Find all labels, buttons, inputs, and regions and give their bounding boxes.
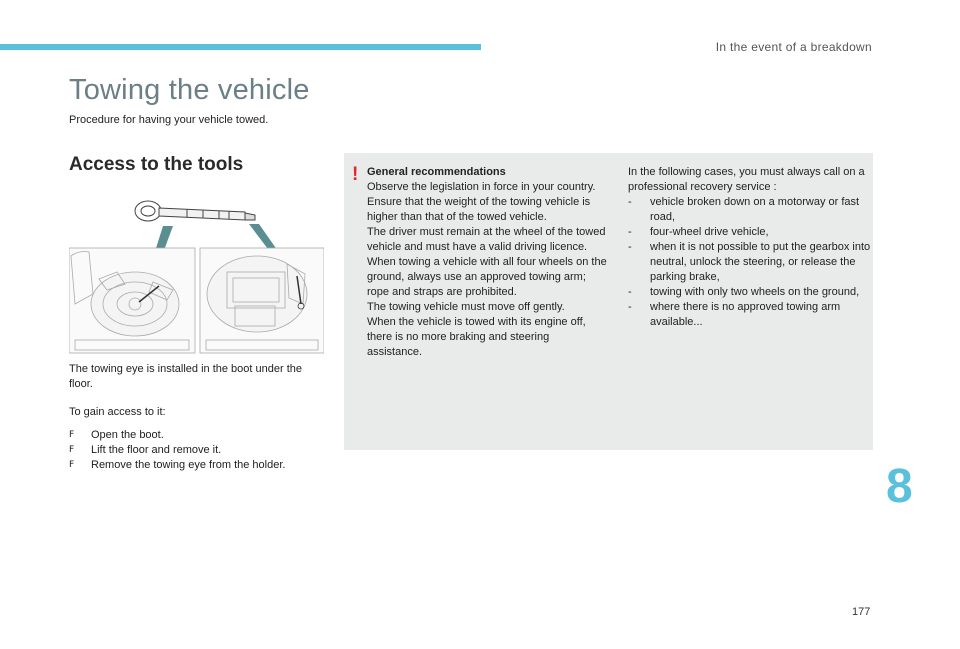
dash-bullet: - bbox=[628, 196, 632, 208]
step-text: Lift the floor and remove it. bbox=[91, 444, 222, 456]
step-text: Remove the towing eye from the holder. bbox=[91, 459, 286, 471]
case-text: vehicle broken down on a motorway or fast road, bbox=[650, 196, 860, 223]
recommendation-text: Ensure that the weight of the towing vehicle is higher than that of the towed vehicle. bbox=[367, 196, 591, 223]
step-bullet-icon: F bbox=[69, 430, 75, 440]
header-accent-bar bbox=[0, 44, 481, 50]
professional-cases-list bbox=[628, 195, 873, 330]
recommendation-text: The towing vehicle must move off gently. bbox=[367, 301, 565, 313]
recommendations-heading: General recommendations bbox=[367, 166, 506, 178]
access-steps-list bbox=[69, 428, 329, 473]
boot-right-view bbox=[200, 248, 324, 353]
recommendation-text: The driver must remain at the wheel of the towed vehicle and must have a valid driving licence. bbox=[367, 226, 606, 253]
list-item bbox=[628, 225, 873, 240]
list-item bbox=[628, 285, 873, 300]
step-bullet-icon: F bbox=[69, 445, 75, 455]
section-title: In the event of a breakdown bbox=[715, 40, 872, 54]
access-intro-text: To gain access to it: bbox=[69, 406, 166, 418]
page-subtitle: Procedure for having your vehicle towed. bbox=[69, 114, 269, 126]
boot-left-view bbox=[69, 248, 195, 353]
warning-icon: ! bbox=[352, 164, 359, 185]
step-bullet-icon: F bbox=[69, 460, 75, 470]
professional-recovery-cases bbox=[628, 165, 873, 330]
recommendation-text: Observe the legislation in force in your country. bbox=[367, 181, 596, 193]
list-item bbox=[69, 428, 329, 443]
case-text: four-wheel drive vehicle, bbox=[650, 226, 769, 238]
list-item bbox=[69, 443, 329, 458]
case-text: when it is not possible to put the gearbox into neutral, unlock the steering, or release the parking brake, bbox=[650, 241, 871, 283]
list-item bbox=[628, 195, 873, 225]
dash-bullet: - bbox=[628, 241, 632, 253]
boot-towing-eye-illustration bbox=[69, 194, 324, 360]
step-text: Open the boot. bbox=[91, 429, 164, 441]
general-recommendations bbox=[367, 165, 607, 360]
professional-intro-text: In the following cases, you must always call on a professional recovery service : bbox=[628, 166, 865, 193]
chapter-number: 8 bbox=[886, 460, 913, 513]
towing-eye-drawing bbox=[135, 201, 255, 221]
page-number: 177 bbox=[852, 606, 871, 618]
list-item bbox=[628, 300, 873, 330]
access-tools-heading: Access to the tools bbox=[69, 154, 244, 175]
dash-bullet: - bbox=[628, 301, 632, 313]
list-item bbox=[628, 240, 873, 285]
towing-eye-location-text: The towing eye is installed in the boot under the floor. bbox=[69, 363, 302, 390]
dash-bullet: - bbox=[628, 226, 632, 238]
recommendation-text: When the vehicle is towed with its engine off, there is no more braking and steering assistance. bbox=[367, 316, 586, 358]
page-title: Towing the vehicle bbox=[69, 74, 310, 106]
dash-bullet: - bbox=[628, 286, 632, 298]
recommendation-text: When towing a vehicle with all four wheels on the ground, always use an approved towing arm; rope and straps are prohibited. bbox=[367, 256, 607, 298]
case-text: towing with only two wheels on the ground, bbox=[650, 286, 860, 298]
case-text: where there is no approved towing arm available... bbox=[650, 301, 841, 328]
list-item bbox=[69, 458, 329, 473]
